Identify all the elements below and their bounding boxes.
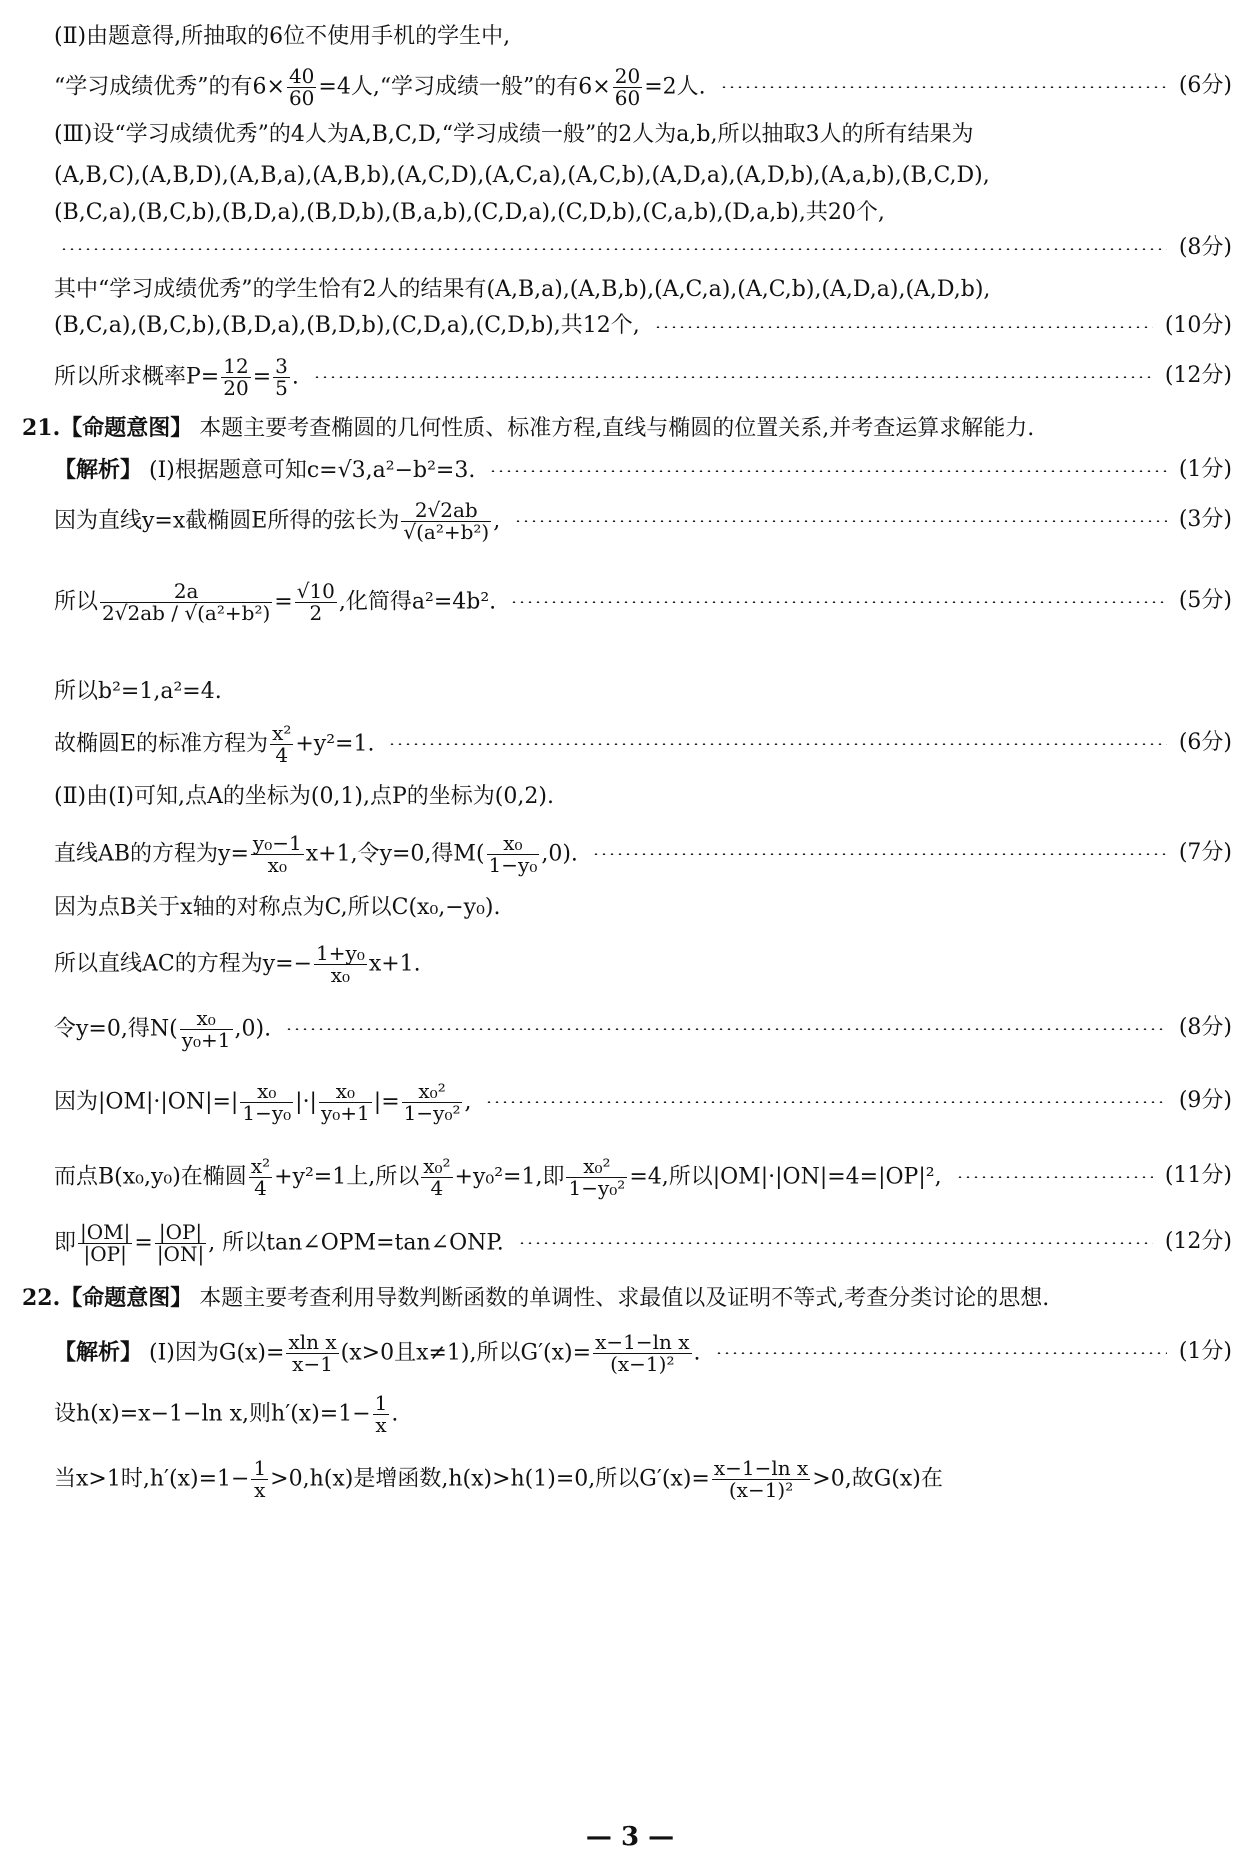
line-content bbox=[54, 270, 990, 310]
fraction-numerator: x₀² bbox=[566, 1156, 627, 1178]
fraction-numerator: y₀−1 bbox=[252, 831, 302, 855]
fraction-denominator: 2 bbox=[309, 601, 323, 625]
fraction-denominator: 20 bbox=[223, 376, 249, 400]
fraction-denominator: 60 bbox=[614, 86, 641, 110]
text-run: 即 bbox=[54, 1230, 77, 1256]
text-run: (Ⅲ)设“学习成绩优秀”的4人为A,B,C,D,“学习成绩一般”的2人为a,b,所以抽取3人的所有结果为 bbox=[54, 122, 974, 147]
text-run: 所以 bbox=[54, 589, 99, 615]
line-content bbox=[54, 1222, 504, 1265]
text-run: 直线AB的方程为y= bbox=[54, 841, 249, 867]
fraction bbox=[314, 943, 367, 986]
fraction bbox=[421, 1156, 452, 1199]
text-line bbox=[0, 672, 1260, 712]
line-content bbox=[54, 1458, 943, 1501]
line-content bbox=[54, 193, 885, 233]
fraction-numerator: 2a bbox=[100, 581, 272, 603]
fraction bbox=[319, 1081, 372, 1124]
text-run: , 所以tan∠OPM=tan∠ONP. bbox=[208, 1230, 504, 1256]
dotted-leader bbox=[654, 326, 1153, 328]
text-run: +y²=1上,所以 bbox=[274, 1164, 420, 1190]
dotted-leader bbox=[485, 1101, 1166, 1103]
text-run: |= bbox=[373, 1089, 400, 1115]
fraction-denominator: x−1 bbox=[292, 1352, 333, 1376]
score-marker: (10分) bbox=[1164, 313, 1232, 338]
fraction-numerator: x² bbox=[272, 721, 292, 745]
score-marker: (12分) bbox=[1164, 363, 1232, 388]
text-run: . bbox=[693, 1340, 701, 1366]
fraction-numerator: x₀² bbox=[402, 1081, 463, 1103]
text-run: +y₀²=1,即 bbox=[454, 1164, 565, 1190]
fraction-denominator: y₀+1 bbox=[320, 1101, 370, 1125]
fraction bbox=[221, 356, 250, 399]
text-line bbox=[0, 115, 1260, 155]
line-content bbox=[54, 943, 421, 986]
fraction-numerator: x₀ bbox=[240, 1081, 293, 1103]
section-heading: 21.【命题意图】 bbox=[22, 415, 193, 441]
fraction-denominator: (x−1)² bbox=[728, 1478, 794, 1502]
score-marker: (6分) bbox=[1178, 730, 1232, 755]
fraction bbox=[273, 356, 290, 399]
fraction bbox=[270, 723, 293, 766]
text-line bbox=[0, 1079, 1260, 1125]
line-content bbox=[54, 500, 500, 543]
fraction-denominator: 1−y₀ bbox=[488, 853, 538, 877]
fraction-numerator: 1 bbox=[253, 1456, 267, 1480]
fraction-numerator: x−1−ln x bbox=[713, 1456, 809, 1480]
fraction-numerator: 2√2ab bbox=[401, 500, 491, 522]
text-line bbox=[0, 777, 1260, 817]
text-run: “学习成绩优秀”的有6× bbox=[54, 74, 285, 100]
text-run: 所以所求概率P= bbox=[54, 364, 220, 390]
fraction bbox=[373, 1393, 390, 1436]
line-content bbox=[22, 408, 1034, 449]
text-run: (Ⅰ)因为G(x)= bbox=[142, 1340, 285, 1366]
dotted-leader bbox=[592, 853, 1167, 855]
line-content bbox=[54, 581, 496, 624]
line-content bbox=[54, 17, 510, 57]
fraction bbox=[251, 833, 304, 876]
dotted-leader bbox=[514, 520, 1167, 522]
line-content bbox=[54, 777, 554, 817]
fraction bbox=[613, 66, 642, 109]
line-content bbox=[54, 1393, 398, 1436]
text-run: 本题主要考查利用导数判断函数的单调性、求最值以及证明不等式,考查分类讨论的思想. bbox=[192, 1286, 1050, 1311]
text-run: 因为直线y=x截椭圆E所得的弦长为 bbox=[54, 508, 400, 534]
line-content bbox=[54, 450, 475, 491]
text-run: = bbox=[252, 364, 272, 390]
fraction-numerator: 20 bbox=[614, 64, 641, 88]
text-line bbox=[0, 193, 1260, 233]
fraction-denominator: √(a²+b²) bbox=[403, 520, 490, 544]
text-run: +y²=1. bbox=[295, 731, 375, 757]
dotted-leader bbox=[510, 601, 1167, 603]
score-marker: (8分) bbox=[1178, 235, 1232, 260]
text-run: , bbox=[464, 1089, 472, 1115]
text-run: >0,h(x)是增函数,h(x)>h(1)=0,所以G′(x)= bbox=[270, 1466, 710, 1492]
fraction-denominator: |OP| bbox=[83, 1242, 127, 1266]
text-line bbox=[0, 1391, 1260, 1437]
fraction-denominator: (x−1)² bbox=[610, 1352, 675, 1376]
score-marker: (3分) bbox=[1178, 507, 1232, 532]
fraction-numerator: x₀ bbox=[487, 833, 540, 855]
text-run: = bbox=[134, 1230, 153, 1256]
fraction-denominator: x bbox=[254, 1478, 266, 1502]
dotted-leader bbox=[489, 470, 1167, 472]
fraction-numerator: |OM| bbox=[80, 1220, 131, 1244]
fraction bbox=[155, 1222, 206, 1265]
fraction-numerator: 1 bbox=[374, 1391, 388, 1415]
text-run: x+1,令y=0,得M( bbox=[305, 841, 485, 867]
line-content bbox=[54, 115, 973, 155]
fraction bbox=[295, 581, 337, 624]
text-line bbox=[0, 1278, 1260, 1318]
text-line bbox=[0, 721, 1260, 767]
fraction-numerator: xln x bbox=[288, 1330, 337, 1354]
line-content bbox=[54, 356, 299, 399]
dotted-leader bbox=[388, 743, 1166, 745]
fraction-numerator: 1+y₀ bbox=[316, 941, 365, 965]
dotted-leader bbox=[518, 1242, 1153, 1244]
fraction-denominator: x₀ bbox=[267, 853, 287, 877]
fraction-denominator: 4 bbox=[430, 1176, 444, 1200]
text-run: . bbox=[391, 1401, 399, 1427]
text-run: (x>0且x≠1),所以G′(x)= bbox=[340, 1340, 592, 1366]
text-run: 当x>1时,h′(x)=1− bbox=[54, 1466, 250, 1492]
text-line bbox=[0, 579, 1260, 625]
text-run: 设h(x)=x−1−ln x,则h′(x)=1− bbox=[54, 1401, 371, 1427]
score-marker: (1分) bbox=[1178, 457, 1232, 482]
text-run: (Ⅰ)根据题意可知c=√3,a²−b²=3. bbox=[142, 458, 476, 483]
text-run: |·| bbox=[295, 1089, 317, 1115]
text-line bbox=[0, 156, 1260, 196]
line-content bbox=[54, 723, 374, 766]
dotted-leader bbox=[956, 1176, 1153, 1178]
fraction-numerator: 40 bbox=[288, 64, 315, 88]
score-marker: (12分) bbox=[1164, 1229, 1232, 1254]
section-heading: 【解析】 bbox=[54, 457, 143, 483]
fraction-denominator: 1−y₀² bbox=[403, 1101, 461, 1125]
fraction-numerator: √10 bbox=[296, 579, 335, 603]
score-marker: (9分) bbox=[1178, 1088, 1232, 1113]
dotted-leader bbox=[715, 1352, 1167, 1354]
fraction-numerator: x² bbox=[250, 1154, 271, 1178]
fraction-numerator: x₀ bbox=[180, 1008, 233, 1030]
text-run: 其中“学习成绩优秀”的学生恰有2人的结果有(A,B,a),(A,B,b),(A,C,a),(A,C,b),(A,D,a),(A,D,b), bbox=[54, 277, 991, 302]
fraction bbox=[249, 1156, 272, 1199]
text-run: (Ⅱ)由题意得,所抽取的6位不使用手机的学生中, bbox=[54, 24, 511, 49]
fraction-numerator: 12 bbox=[223, 354, 249, 378]
score-marker: (5分) bbox=[1178, 588, 1232, 613]
text-run: >0,故G(x)在 bbox=[812, 1466, 943, 1492]
fraction-numerator: |OP| bbox=[155, 1222, 206, 1244]
fraction bbox=[566, 1156, 627, 1199]
fraction-numerator: x−1−ln x bbox=[595, 1330, 690, 1354]
text-line bbox=[0, 270, 1260, 310]
text-run: , bbox=[493, 508, 501, 534]
line-content bbox=[54, 1156, 942, 1199]
score-marker: (7分) bbox=[1178, 840, 1232, 865]
fraction-numerator: 3 bbox=[275, 354, 288, 378]
text-line bbox=[0, 498, 1260, 544]
fraction-denominator: 4 bbox=[275, 743, 289, 767]
text-run: = bbox=[274, 589, 293, 615]
text-run: . bbox=[291, 364, 299, 390]
text-run: (Ⅱ)由(Ⅰ)可知,点A的坐标为(0,1),点P的坐标为(0,2). bbox=[54, 784, 554, 809]
fraction-numerator: x₀² bbox=[423, 1154, 451, 1178]
score-marker: (11分) bbox=[1164, 1163, 1232, 1188]
text-line bbox=[0, 941, 1260, 987]
score-marker: (1分) bbox=[1178, 1339, 1232, 1364]
text-line bbox=[0, 1456, 1260, 1502]
text-run: ,0). bbox=[234, 1016, 272, 1042]
text-line bbox=[0, 1006, 1260, 1052]
text-line bbox=[0, 408, 1260, 448]
fraction bbox=[286, 1332, 338, 1375]
text-line bbox=[0, 354, 1260, 400]
dotted-leader bbox=[285, 1028, 1167, 1030]
line-content bbox=[54, 1008, 271, 1051]
fraction bbox=[487, 833, 540, 876]
text-line bbox=[0, 1330, 1260, 1376]
fraction-denominator: 4 bbox=[254, 1176, 267, 1200]
text-line bbox=[0, 306, 1260, 346]
line-content bbox=[54, 1081, 471, 1124]
text-run: ,0). bbox=[541, 841, 578, 867]
text-line bbox=[0, 64, 1260, 110]
fraction bbox=[240, 1081, 293, 1124]
line-content bbox=[54, 66, 706, 109]
fraction bbox=[712, 1458, 810, 1501]
text-run: =4人,“学习成绩一般”的有6× bbox=[318, 74, 611, 100]
line-content bbox=[54, 306, 640, 346]
fraction bbox=[287, 66, 316, 109]
fraction bbox=[100, 581, 272, 624]
text-line bbox=[0, 1154, 1260, 1200]
fraction bbox=[78, 1222, 132, 1265]
fraction-denominator: y₀+1 bbox=[181, 1028, 231, 1052]
line-content bbox=[22, 1278, 1049, 1319]
text-line bbox=[0, 831, 1260, 877]
text-line bbox=[0, 888, 1260, 928]
text-run: 因为|OM|·|ON|=| bbox=[54, 1089, 239, 1115]
text-line bbox=[0, 450, 1260, 490]
fraction-denominator: 1−y₀ bbox=[242, 1101, 292, 1125]
section-heading: 22.【命题意图】 bbox=[22, 1285, 193, 1311]
text-run: (B,C,a),(B,C,b),(B,D,a),(B,D,b),(B,a,b),(C,D,a),(C,D,b),(C,a,b),(D,a,b),共20个, bbox=[54, 200, 885, 225]
fraction bbox=[401, 500, 491, 543]
text-run: x+1. bbox=[368, 951, 421, 977]
fraction bbox=[402, 1081, 463, 1124]
score-marker: (8分) bbox=[1178, 1015, 1232, 1040]
text-line bbox=[0, 228, 1260, 268]
text-run: =4,所以|OM|·|ON|=4=|OP|², bbox=[629, 1164, 942, 1190]
text-line bbox=[0, 17, 1260, 57]
text-run: (B,C,a),(B,C,b),(B,D,a),(B,D,b),(C,D,a),(C,D,b),共12个, bbox=[54, 313, 640, 338]
text-run: =2人. bbox=[644, 74, 706, 100]
text-run: 而点B(x₀,y₀)在椭圆 bbox=[54, 1164, 247, 1190]
fraction-denominator: |ON| bbox=[156, 1242, 205, 1266]
text-run: 所以b²=1,a²=4. bbox=[54, 679, 222, 704]
text-run: 因为点B关于x轴的对称点为C,所以C(x₀,−y₀). bbox=[54, 895, 501, 920]
dotted-leader bbox=[720, 86, 1167, 88]
fraction-denominator: x₀ bbox=[330, 963, 351, 987]
fraction-denominator: 2√2ab / √(a²+b²) bbox=[102, 601, 271, 625]
text-run: (A,B,C),(A,B,D),(A,B,a),(A,B,b),(A,C,D),(A,C,a),(A,C,b),(A,D,a),(A,D,b),(A,a,b),(B,C,D), bbox=[54, 163, 990, 188]
line-content bbox=[54, 888, 501, 928]
dotted-leader bbox=[313, 376, 1153, 378]
dotted-leader bbox=[60, 248, 1167, 250]
line-content bbox=[54, 833, 578, 876]
text-run: 令y=0,得N( bbox=[54, 1016, 178, 1042]
text-line bbox=[0, 1220, 1260, 1266]
page-number: — 3 — bbox=[585, 1822, 675, 1852]
fraction bbox=[180, 1008, 233, 1051]
text-run: 所以直线AC的方程为y=− bbox=[54, 951, 313, 977]
score-marker: (6分) bbox=[1178, 73, 1232, 98]
line-content bbox=[54, 1332, 701, 1375]
fraction-denominator: 5 bbox=[275, 376, 288, 400]
fraction-denominator: x bbox=[375, 1413, 387, 1437]
fraction-denominator: 60 bbox=[288, 86, 315, 110]
text-run: ,化简得a²=4b². bbox=[338, 589, 497, 615]
fraction bbox=[593, 1332, 691, 1375]
line-content bbox=[54, 672, 222, 712]
fraction-numerator: x₀ bbox=[319, 1081, 372, 1103]
fraction bbox=[251, 1458, 268, 1501]
text-run: 故椭圆E的标准方程为 bbox=[54, 731, 269, 757]
text-run: 本题主要考查椭圆的几何性质、标准方程,直线与椭圆的位置关系,并考查运算求解能力. bbox=[192, 416, 1035, 441]
section-heading: 【解析】 bbox=[54, 1339, 143, 1366]
fraction-denominator: 1−y₀² bbox=[568, 1176, 626, 1200]
line-content bbox=[54, 156, 990, 196]
